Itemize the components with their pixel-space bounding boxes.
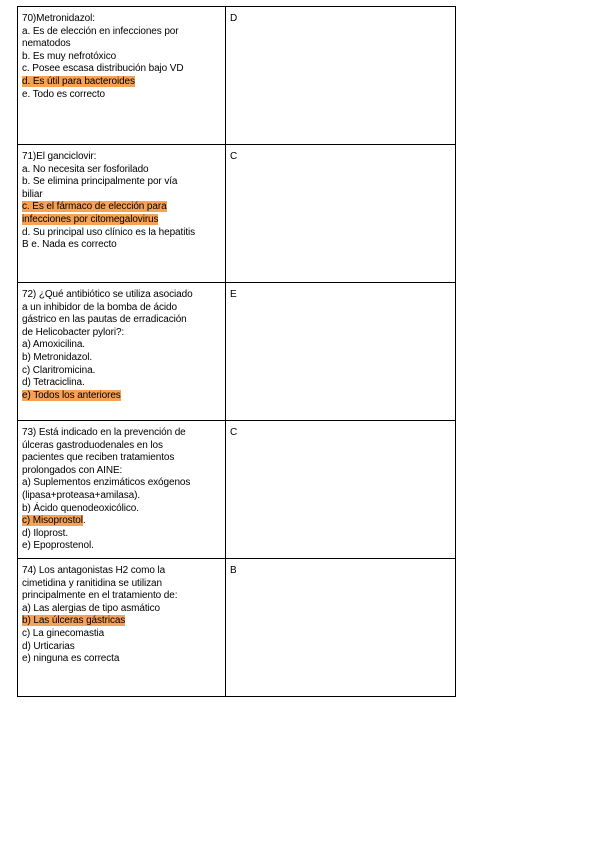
question-text: d. Su principal uso clínico es la hepatitis — [22, 226, 196, 238]
question-text: B e. Nada es correcto — [22, 239, 117, 251]
question-text: a) Las alergias de tipo asmático — [22, 602, 160, 614]
answer-letter: E — [230, 289, 237, 300]
question-text: a) Amoxicilina. — [22, 339, 85, 351]
table-row — [18, 559, 456, 697]
question-text: b. Se elimina principalmente por vía — [22, 176, 178, 188]
question-text: (lipasa+proteasa+amilasa). — [22, 489, 141, 501]
question-text: 72) ¿Qué antibiótico se utiliza asociado — [22, 289, 193, 300]
question-line — [22, 565, 221, 578]
question-text: e) Epoprostenol. — [22, 540, 94, 552]
question-text: c) Claritromicina. — [22, 364, 96, 376]
question-line — [22, 289, 221, 302]
question-text: b) Metronidazol. — [22, 351, 93, 363]
question-line — [22, 653, 221, 666]
question-text: d) Tetraciclina. — [22, 377, 85, 389]
question-line — [22, 76, 221, 89]
question-line — [22, 503, 221, 516]
question-line — [22, 377, 221, 390]
question-line — [22, 26, 221, 39]
question-text: a un inhibidor de la bomba de ácido — [22, 301, 177, 313]
answer-cell — [226, 421, 456, 559]
question-text: c) La ginecomastia — [22, 627, 105, 639]
question-line — [22, 352, 221, 365]
question-line — [22, 440, 221, 453]
question-text: 71)El ganciclovir: — [22, 151, 97, 162]
highlighted-option: c. Es el fármaco de elección para — [22, 201, 167, 213]
question-text: 74) Los antagonistas H2 como la — [22, 565, 166, 576]
question-line — [22, 641, 221, 654]
question-line — [22, 176, 221, 189]
question-text: principalmente en el tratamiento de: — [22, 590, 178, 602]
question-line — [22, 38, 221, 51]
question-line — [22, 339, 221, 352]
question-line — [22, 615, 221, 628]
question-line — [22, 427, 221, 440]
highlighted-option: c) Misoprostol — [22, 515, 83, 527]
question-line — [22, 314, 221, 327]
question-text: a. Es de elección en infecciones por — [22, 25, 179, 37]
question-line — [22, 51, 221, 64]
question-line — [22, 302, 221, 315]
table-row — [18, 7, 456, 145]
question-text: e. Todo es correcto — [22, 88, 105, 100]
table-row — [18, 145, 456, 283]
answer-letter: C — [230, 427, 238, 438]
answer-letter: C — [230, 151, 238, 162]
table-row — [18, 421, 456, 559]
question-cell — [18, 145, 226, 283]
question-line — [22, 201, 221, 214]
question-text: 70)Metronidazol: — [22, 13, 95, 24]
question-line — [22, 490, 221, 503]
question-text: 73) Está indicado en la prevención de — [22, 427, 186, 438]
answer-cell — [226, 559, 456, 697]
question-line — [22, 528, 221, 541]
question-text-tail: . — [82, 515, 86, 527]
question-text: b) Ácido quenodeoxicólico. — [22, 502, 139, 514]
answer-cell — [226, 145, 456, 283]
question-line — [22, 227, 221, 240]
highlighted-option: d. Es útil para bacteroides — [22, 75, 135, 87]
question-text: d) Iloprost. — [22, 527, 69, 539]
question-text: a. No necesita ser fosforilado — [22, 163, 149, 175]
question-line — [22, 239, 221, 252]
question-line — [22, 477, 221, 490]
question-line — [22, 578, 221, 591]
question-text: prolongados con AINE: — [22, 464, 123, 476]
question-table — [17, 6, 456, 697]
question-line — [22, 465, 221, 478]
question-line — [22, 365, 221, 378]
question-line — [22, 189, 221, 202]
question-text: c. Posee escasa distribución bajo VD — [22, 63, 184, 75]
question-text: b. Es muy nefrotóxico — [22, 50, 117, 62]
answer-letter: D — [230, 13, 238, 24]
question-line — [22, 628, 221, 641]
question-cell — [18, 421, 226, 559]
highlighted-option: infecciones por citomegalovirus — [22, 213, 159, 225]
question-text: úlceras gastroduodenales en los — [22, 439, 163, 451]
question-text: d) Urticarias — [22, 640, 75, 652]
question-table-body — [18, 7, 456, 697]
question-text: gástrico en las pautas de erradicación — [22, 314, 187, 326]
answer-cell — [226, 283, 456, 421]
question-text: e) ninguna es correcta — [22, 653, 120, 665]
question-line — [22, 327, 221, 340]
table-row — [18, 283, 456, 421]
question-cell — [18, 7, 226, 145]
question-line — [22, 452, 221, 465]
highlighted-option: b) Las úlceras gástricas — [22, 615, 126, 627]
answer-letter: B — [230, 565, 237, 576]
question-line — [22, 164, 221, 177]
question-line — [22, 13, 221, 26]
question-line — [22, 89, 221, 102]
answer-cell — [226, 7, 456, 145]
question-line — [22, 63, 221, 76]
question-text: biliar — [22, 188, 43, 200]
question-cell — [18, 283, 226, 421]
question-cell — [18, 559, 226, 697]
question-line — [22, 590, 221, 603]
question-line — [22, 390, 221, 403]
question-text: pacientes que reciben tratamientos — [22, 452, 175, 464]
highlighted-option: e) Todos los anteriores — [22, 389, 121, 401]
question-line — [22, 603, 221, 616]
question-text: cimetidina y ranitidina se utilizan — [22, 577, 162, 589]
question-text: a) Suplementos enzimáticos exógenos — [22, 477, 191, 489]
question-line — [22, 151, 221, 164]
question-text: nematodos — [22, 38, 71, 50]
question-line — [22, 515, 221, 528]
question-text: de Helicobacter pylori?: — [22, 326, 125, 338]
question-line — [22, 214, 221, 227]
question-line — [22, 540, 221, 553]
